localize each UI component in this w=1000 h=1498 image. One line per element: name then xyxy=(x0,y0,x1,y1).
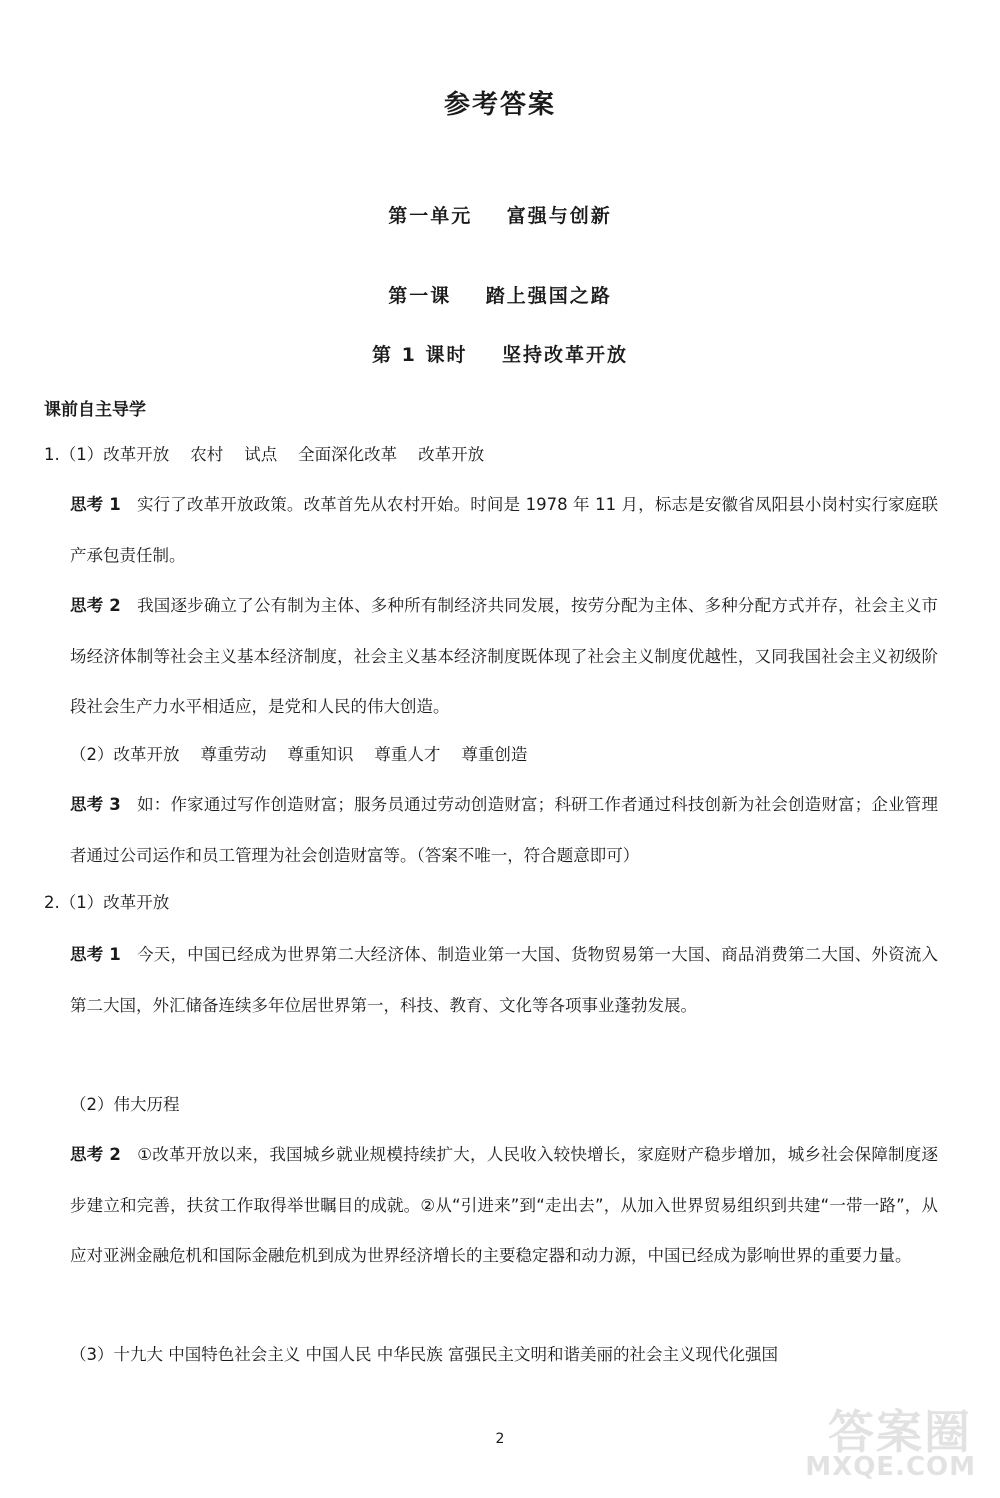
page-title: 参考答案 xyxy=(443,90,556,120)
q1-part2: （2）改革开放 尊重劳动 尊重知识 尊重人才 尊重创造 xyxy=(70,745,528,764)
q1-think2 xyxy=(70,581,938,733)
q2-part3: （3）十九大 中国特色社会主义 中国人民 中华民族 富强民主文明和谐美丽的社会主义现代化强国 xyxy=(70,1345,778,1364)
think-text: ①改革开放以来，我国城乡就业规模持续扩大，人民收入较快增长，家庭财产稳步增加，城乡社会保障制度逐步建立和完善，扶贫工作取得举世瞩目的成就。②从“引进来”到“走出去”，从加入世界贸易组织到共建“一带一路”，从应对亚洲金融危机和国际金融危机到成为世界经济增长的主要稳定器和动力源，中国已经成为影响世界的重要力量。 xyxy=(70,1145,938,1265)
q2-think1 xyxy=(70,930,938,1031)
think-text: 如：作家通过写作创造财富；服务员通过劳动创造财富；科研工作者通过科技创新为社会创造财富；企业管理者通过公司运作和员工管理为社会创造财富等。（答案不唯一，符合题意即可） xyxy=(70,795,938,865)
period-heading: 第 1 课时 坚持改革开放 xyxy=(372,344,628,366)
lesson-heading: 第一课 踏上强国之路 xyxy=(388,285,612,307)
think-label: 思考 2 xyxy=(70,1145,121,1164)
q1-think1 xyxy=(70,480,938,581)
think-label: 思考 1 xyxy=(70,495,121,514)
q1-part1: 1.（1）改革开放 农村 试点 全面深化改革 改革开放 xyxy=(44,445,485,464)
watermark-logo xyxy=(778,1396,978,1486)
watermark-title: 答案圈 xyxy=(828,1405,972,1459)
page-number: 2 xyxy=(495,1431,505,1447)
think-label: 思考 1 xyxy=(70,945,121,964)
q2-part2: （2）伟大历程 xyxy=(70,1095,180,1114)
think-label: 思考 2 xyxy=(70,596,121,615)
think-text: 我国逐步确立了公有制为主体、多种所有制经济共同发展，按劳分配为主体、多种分配方式并存，社会主义市场经济体制等社会主义基本经济制度，社会主义基本经济制度既体现了社会主义制度优越性，又同我国社会主义初级阶段社会生产力水平相适应，是党和人民的伟大创造。 xyxy=(70,596,938,716)
unit-heading: 第一单元 富强与创新 xyxy=(388,205,612,227)
q1-think3 xyxy=(70,780,938,881)
think-text: 实行了改革开放政策。改革首先从农村开始。时间是 1978 年 11 月，标志是安徽省凤阳县小岗村实行家庭联产承包责任制。 xyxy=(70,495,938,565)
section-heading: 课前自主导学 xyxy=(44,400,146,420)
watermark-url: MXQE.COM xyxy=(805,1452,976,1482)
q2-part1: 2.（1）改革开放 xyxy=(44,893,170,912)
q2-think2 xyxy=(70,1130,938,1282)
think-text: 今天，中国已经成为世界第二大经济体、制造业第一大国、货物贸易第一大国、商品消费第二大国、外资流入第二大国，外汇储备连续多年位居世界第一，科技、教育、文化等各项事业蓬勃发展。 xyxy=(70,945,938,1015)
think-label: 思考 3 xyxy=(70,795,121,814)
